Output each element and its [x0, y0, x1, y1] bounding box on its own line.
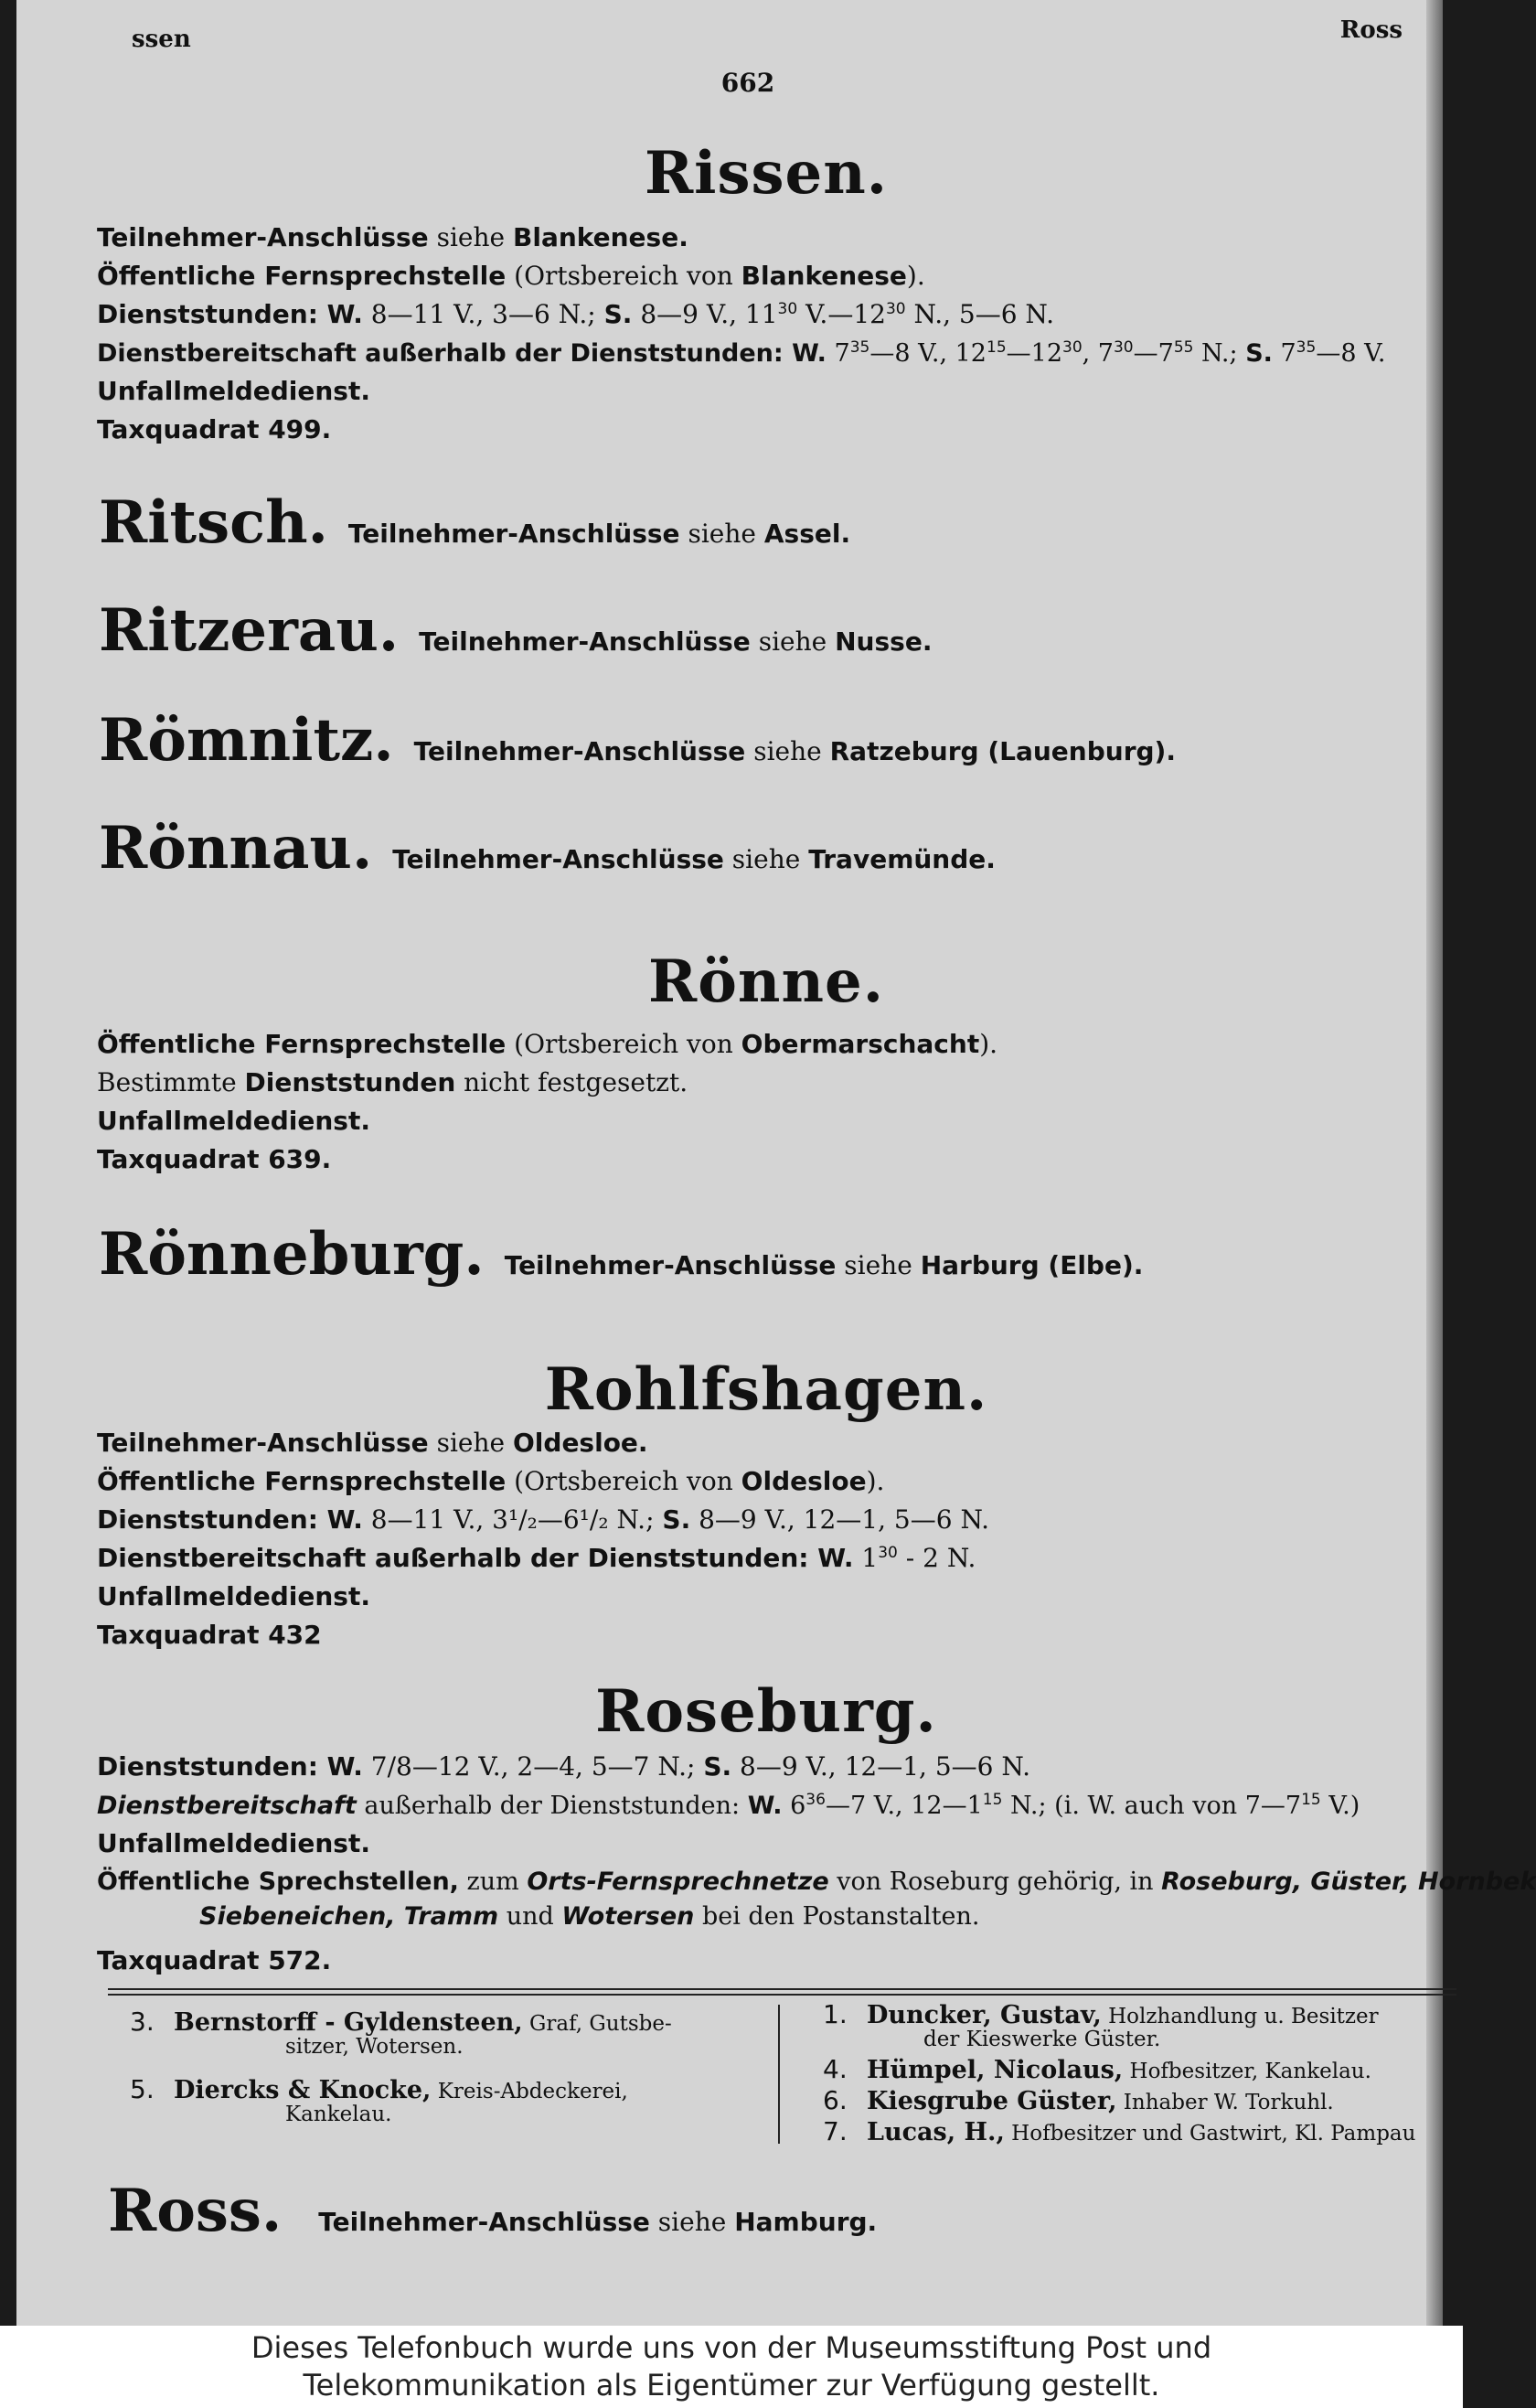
roenne-line-public-station: Öffentliche Fernsprechstelle (Ortsbereich von Obermarschacht). — [97, 1029, 998, 1059]
entry-roemnitz: Römnitz. Teilnehmer-Anschlüsse siehe Ratzeburg (Lauenburg). — [99, 706, 1176, 775]
subscriber-entry: 6. Kiesgrube Güster, Inhaber W. Torkuhl. — [823, 2085, 1334, 2115]
entry-roenneburg: Rönneburg. Teilnehmer-Anschlüsse siehe Harburg (Elbe). — [99, 1220, 1144, 1289]
entry-ritzerau: Ritzerau. Teilnehmer-Anschlüsse siehe Nusse. — [99, 596, 933, 665]
roseburg-line-accident: Unfallmeldedienst. — [97, 1828, 370, 1858]
page-spine-shadow — [1426, 0, 1443, 2326]
provenance-caption — [0, 2326, 1463, 2408]
heading-roseburg: Roseburg. — [595, 1677, 937, 1746]
rissen-line-accident: Unfallmeldedienst. — [97, 376, 370, 406]
divider-rule-bottom — [108, 1994, 1456, 1996]
roseburg-line-public-stations: Öffentliche Sprechstellen, zum Orts-Fernsprechnetze von Roseburg gehörig, in Roseburg, Güster, Hornbek — [97, 1868, 1536, 1896]
roseburg-line-public-stations-cont: Siebeneichen, Tramm und Wotersen bei den Postanstalten. — [199, 1902, 980, 1931]
subscriber-entry: 4. Hümpel, Nicolaus, Hofbesitzer, Kankelau. — [823, 2054, 1371, 2084]
phonebook-page — [16, 0, 1536, 2326]
caption-line-2: Telekommunikation als Eigentümer zur Verfügung gestellt. — [303, 2368, 1160, 2403]
subscriber-entry: 3. Bernstorff - Gyldensteen, Graf, Gutsbe- sitzer, Wotersen. — [130, 2007, 672, 2060]
rohlfshagen-line-standby: Dienstbereitschaft außerhalb der Dienststunden: W. $1^{30} - 2$ N. — [97, 1543, 976, 1573]
roseburg-line-standby: Dienstbereitschaft außerhalb der Dienststunden: W. $6^{36}—7$ V., $12—1^{15}$ N.; (i. W. auch von $7—7^{15}$ V.) — [97, 1791, 1360, 1820]
rohlfshagen-line-grid-square: Taxquadrat 432 — [97, 1620, 322, 1650]
entry-ross: Ross. Teilnehmer-Anschlüsse siehe Hamburg. — [108, 2177, 878, 2245]
heading-rohlfshagen: Rohlfshagen. — [544, 1355, 988, 1424]
heading-roenne: Rönne. — [648, 947, 884, 1016]
rissen-line-standby: Dienstbereitschaft außerhalb der Dienststunden: W. $7^{35}—8$ V., $12^{15}—12^{30}$, $7^{30}—7^{55}$ N.; S. $7^{35}—8$ V. — [97, 338, 1386, 368]
running-header-left: ssen — [132, 26, 191, 53]
rissen-line-hours: Dienststunden: W. 8—11 V., 3—6 N.; S. 8—9 V., $11^{30}$ $V.—12^{30}$ N., 5—6 N. — [97, 299, 1055, 329]
running-header-right: Ross — [1339, 16, 1403, 44]
roseburg-line-grid-square: Taxquadrat 572. — [97, 1945, 332, 1975]
page-number: 662 — [720, 68, 775, 98]
subscriber-entry: 5. Diercks & Knocke, Kreis-Abdeckerei, Kankelau. — [130, 2074, 628, 2127]
subscriber-column-divider — [778, 2005, 780, 2144]
rissen-line-grid-square: Taxquadrat 499. — [97, 414, 332, 444]
heading-rissen: Rissen. — [644, 139, 889, 208]
rohlfshagen-line-subscribers: Teilnehmer-Anschlüsse siehe Oldesloe. — [97, 1428, 648, 1458]
entry-roennau: Rönnau. Teilnehmer-Anschlüsse siehe Travemünde. — [99, 814, 996, 883]
divider-rule-top — [108, 1988, 1456, 1990]
rissen-line-public-station: Öffentliche Fernsprechstelle (Ortsbereich von Blankenese). — [97, 261, 925, 291]
rohlfshagen-line-hours: Dienststunden: W. 8—11 V., 3¹/₂—6¹/₂ N.; S. 8—9 V., 12—1, 5—6 N. — [97, 1504, 990, 1535]
rohlfshagen-line-public-station: Öffentliche Fernsprechstelle (Ortsbereich von Oldesloe). — [97, 1466, 885, 1496]
roenne-line-accident: Unfallmeldedienst. — [97, 1106, 370, 1136]
caption-line-1: Dieses Telefonbuch wurde uns von der Museumsstiftung Post und — [251, 2330, 1212, 2365]
rissen-line-subscribers: Teilnehmer-Anschlüsse siehe Blankenese. — [97, 222, 688, 252]
subscriber-entry: 7. Lucas, H., Hofbesitzer und Gastwirt, Kl. Pampau — [823, 2116, 1416, 2146]
rohlfshagen-line-accident: Unfallmeldedienst. — [97, 1581, 370, 1611]
roseburg-line-hours: Dienststunden: W. 7/8—12 V., 2—4, 5—7 N.; S. 8—9 V., 12—1, 5—6 N. — [97, 1751, 1030, 1782]
roenne-line-hours: Bestimmte Dienststunden nicht festgesetzt. — [97, 1067, 688, 1097]
subscriber-entry: 1. Duncker, Gustav, Holzhandlung u. Besitzer der Kieswerke Güster. — [823, 1999, 1379, 2052]
entry-ritsch: Ritsch. Teilnehmer-Anschlüsse siehe Assel. — [99, 488, 851, 557]
roenne-line-grid-square: Taxquadrat 639. — [97, 1144, 332, 1174]
